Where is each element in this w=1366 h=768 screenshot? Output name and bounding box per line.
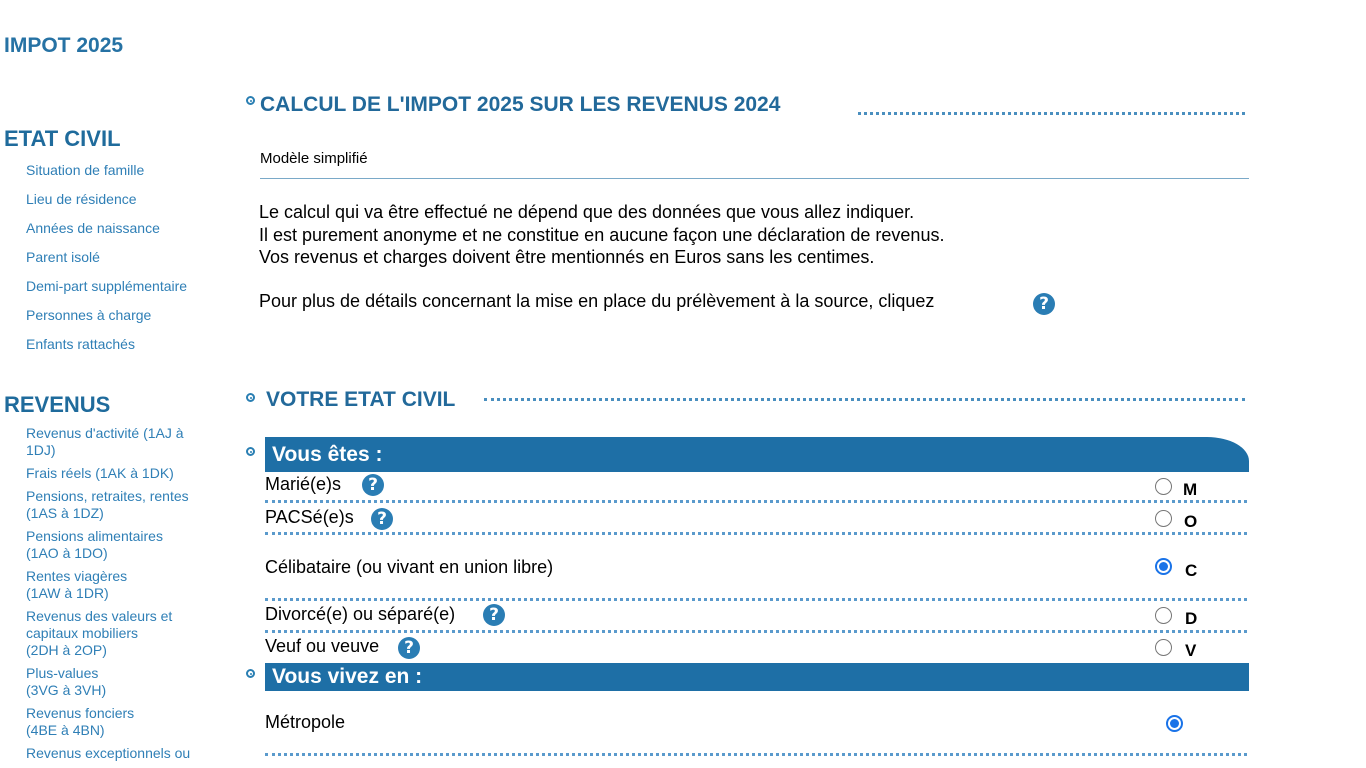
status-label-celibataire: Célibataire (ou vivant en union libre) <box>265 557 554 577</box>
help-divorce-icon[interactable]: ? <box>483 604 505 626</box>
sidebar-item-annees-naissance[interactable]: Années de naissance <box>26 220 160 236</box>
row-separator <box>265 630 1247 633</box>
band-bullet-icon <box>246 447 255 456</box>
code-veuf: V <box>1185 641 1197 660</box>
sidebar-item-line: capitaux mobiliers <box>26 625 139 641</box>
row-separator <box>265 598 1247 601</box>
radio-pacse[interactable] <box>1155 510 1172 527</box>
subtitle-rule <box>260 178 1249 179</box>
sidebar-item-pensions-alimentaires[interactable] <box>26 528 211 562</box>
sidebar-item-line: Rentes viagères <box>26 568 128 584</box>
code-divorce: D <box>1185 609 1198 628</box>
sidebar-item-rentes-viageres[interactable] <box>26 568 211 602</box>
radio-veuf[interactable] <box>1155 639 1172 656</box>
band-bullet-icon <box>246 669 255 678</box>
title-dotted-rule <box>858 112 1245 115</box>
code-pacse: O <box>1184 512 1198 531</box>
sidebar-item-line: (3VG à 3VH) <box>26 682 107 698</box>
help-veuf-icon[interactable]: ? <box>398 637 420 659</box>
intro-line: Le calcul qui va être effectué ne dépend que des données que vous allez indiquer. <box>259 202 915 222</box>
sidebar-heading-revenus: REVENUS <box>4 392 111 417</box>
page-subtitle: Modèle simplifié <box>260 150 368 167</box>
sidebar-item-situation-famille[interactable]: Situation de famille <box>26 162 145 178</box>
radio-metropole[interactable] <box>1166 715 1183 732</box>
page-title: CALCUL DE L'IMPOT 2025 SUR LES REVENUS 2024 <box>260 93 781 116</box>
section-bullet-icon <box>246 393 255 402</box>
site-title: IMPOT 2025 <box>4 34 124 57</box>
sidebar-item-line: Pensions alimentaires <box>26 528 163 544</box>
sidebar-item-pensions-retraites[interactable] <box>26 488 211 522</box>
sidebar-item-valeurs-capitaux[interactable] <box>26 608 211 659</box>
sidebar-item-line: (2DH à 2OP) <box>26 642 107 658</box>
sidebar-item-frais-reels[interactable] <box>26 465 211 482</box>
sidebar-revenus-list <box>26 425 211 768</box>
sidebar-item-line: (1AW à 1DR) <box>26 585 109 601</box>
sidebar-item-revenus-exceptionnels[interactable] <box>26 745 211 762</box>
sidebar-item-line: Plus-values <box>26 665 99 681</box>
sidebar-item-demi-part[interactable]: Demi-part supplémentaire <box>26 278 188 294</box>
residence-label-metropole: Métropole <box>265 712 346 732</box>
sidebar-item-enfants-rattaches[interactable]: Enfants rattachés <box>26 336 135 352</box>
help-pacse-icon[interactable]: ? <box>371 508 393 530</box>
sidebar-item-line: (1AS à 1DZ) <box>26 505 104 521</box>
sidebar-item-line: Revenus des valeurs et <box>26 608 173 624</box>
status-label-divorce: Divorcé(e) ou séparé(e) <box>265 604 456 624</box>
sidebar-item-line: (1AO à 1DO) <box>26 545 108 561</box>
sidebar-item-line: Revenus d'activité (1AJ à <box>26 425 184 441</box>
sidebar-item-line: (4BE à 4BN) <box>26 722 105 738</box>
section-bullet-icon <box>246 96 255 105</box>
status-label-pacse: PACSé(e)s <box>265 507 354 527</box>
sidebar-item-plus-values[interactable] <box>26 665 211 699</box>
sidebar-item-line: Revenus exceptionnels ou <box>26 745 191 761</box>
sidebar-heading-etat-civil: ETAT CIVIL <box>4 126 121 151</box>
help-marie-icon[interactable]: ? <box>362 474 384 496</box>
sidebar-item-parent-isole[interactable]: Parent isolé <box>26 249 100 265</box>
section-dotted-rule <box>484 398 1245 401</box>
source-help-icon[interactable]: ? <box>1033 293 1055 315</box>
intro-text <box>259 201 944 269</box>
section-title-etat-civil: VOTRE ETAT CIVIL <box>266 388 456 411</box>
sidebar-item-line: Frais réels (1AK à 1DK) <box>26 465 174 481</box>
code-marie: M <box>1183 480 1198 499</box>
row-separator <box>265 500 1247 503</box>
sidebar-item-line: Revenus fonciers <box>26 705 135 721</box>
intro-line: Vos revenus et charges doivent être mentionnés en Euros sans les centimes. <box>259 247 875 267</box>
source-detail-text: Pour plus de détails concernant la mise en place du prélèvement à la source, cliquez <box>259 291 935 311</box>
sidebar-item-revenus-fonciers[interactable] <box>26 705 211 739</box>
band-vous-vivez: Vous vivez en : <box>265 663 1249 691</box>
radio-marie[interactable] <box>1155 478 1172 495</box>
code-celibataire: C <box>1185 561 1198 580</box>
sidebar-etat-civil-list <box>26 162 211 365</box>
status-label-marie: Marié(e)s <box>265 474 342 494</box>
radio-divorce[interactable] <box>1155 607 1172 624</box>
band-vous-etes: Vous êtes : <box>265 437 1249 472</box>
sidebar-item-lieu-residence[interactable]: Lieu de résidence <box>26 191 137 207</box>
row-separator <box>265 753 1247 756</box>
intro-line: Il est purement anonyme et ne constitue en aucune façon une déclaration de revenus. <box>259 224 945 245</box>
status-label-veuf: Veuf ou veuve <box>265 636 380 656</box>
radio-celibataire[interactable] <box>1155 558 1172 575</box>
sidebar-item-line: Pensions, retraites, rentes <box>26 488 189 504</box>
sidebar-item-personnes-charge[interactable]: Personnes à charge <box>26 307 152 323</box>
row-separator <box>265 532 1247 535</box>
sidebar-item-line: 1DJ) <box>26 442 56 458</box>
sidebar-item-revenus-activite[interactable] <box>26 425 211 459</box>
